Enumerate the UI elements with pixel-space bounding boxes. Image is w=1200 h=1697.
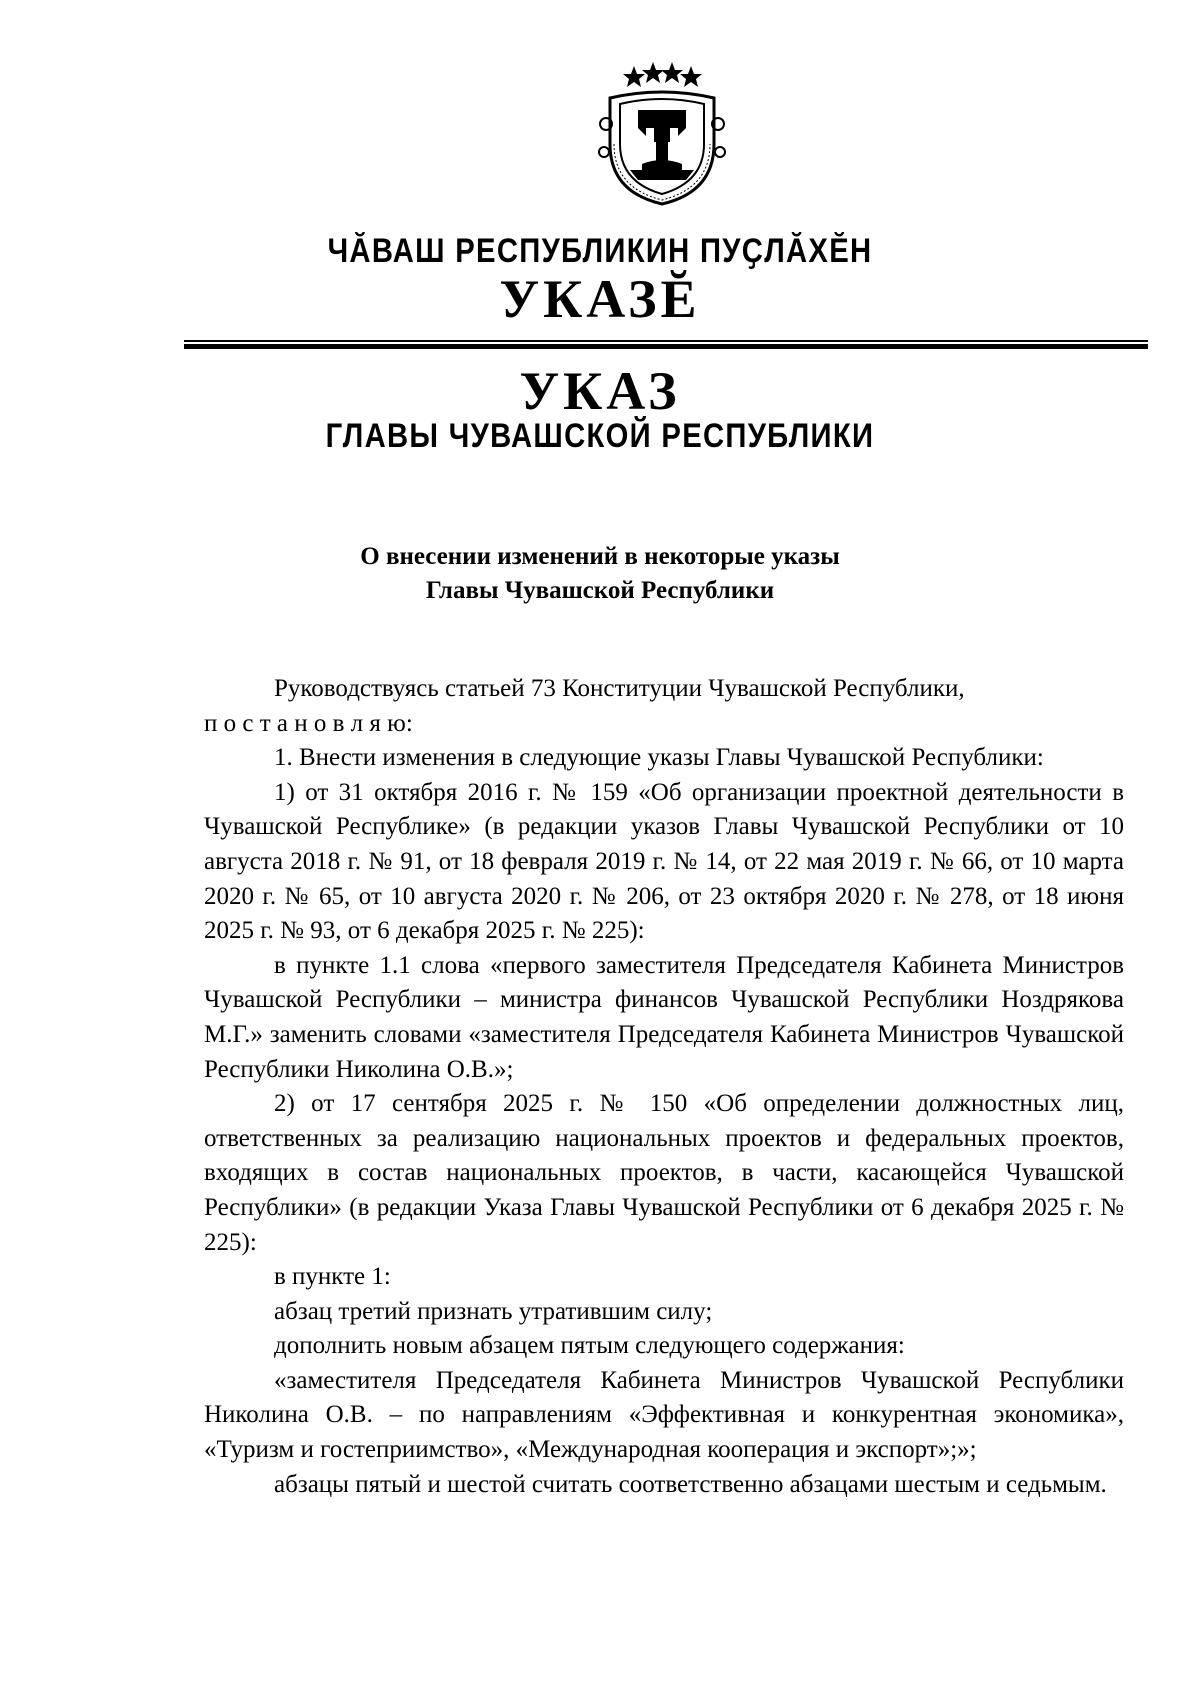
body-intro: Руководствуясь статьей 73 Конституции Чувашской Республики,: [274, 675, 965, 702]
body-paragraph-8: «заместителя Председателя Кабинета Министров Чувашской Республики Николина О.В. – по направлениям «Эффективная и конкурентная экономика», «Туризм и гостеприимство», «Международная кооперация и экспорт»;»;: [204, 1366, 1124, 1464]
header-chuvash-line2: УКАЗĔ: [499, 269, 701, 329]
document-title: [0, 540, 1200, 608]
header-divider-thick: [184, 344, 1148, 349]
body-resolve: п о с т а н о в л я ю:: [204, 709, 413, 737]
coat-of-arms-icon: [590, 52, 734, 208]
body-paragraph-2: 1) от 31 октября 2016 г. № 159 «Об организации проектной деятельности в Чувашской Республике» (в редакции указов Главы Чувашской Республики от 10 августа 2018 г. № 91, от 18 февраля 2019 г. № 14, от 22 мая 2019 г. № 66, от 10 марта 2020 г. № 65, от 10 августа 2020 г. № 206, от 23 октября 2020 г. № 278, от 18 июня 2025 г. № 93, от 6 декабря 2025 г. № 225):: [204, 778, 1124, 945]
body-paragraph-3: в пункте 1.1 слова «первого заместителя Председателя Кабинета Министров Чувашской Республики – министра финансов Чувашской Республики Ноздрякова М.Г.» заменить словами «заместителя Председателя Кабинета Министров Чувашской Республики Николина О.В.»;: [204, 951, 1124, 1083]
document-title-line1: О внесении изменений в некоторые указы: [360, 543, 840, 570]
body-paragraph-4: 2) от 17 сентября 2025 г. № 150 «Об определении должностных лиц, ответственных за реализацию национальных проектов и федеральных проектов, входящих в состав национальных проектов, в части, касающейся Чувашской Республики» (в редакции Указа Главы Чувашской Республики от 6 декабря 2025 г. № 225):: [204, 1090, 1124, 1256]
body-paragraph-9: абзацы пятый и шестой считать соответственно абзацами шестым и седьмым.: [274, 1470, 1107, 1498]
header-russian-line1: УКАЗ: [519, 361, 681, 421]
body-paragraph-6: абзац третий признать утратившим силу;: [274, 1297, 713, 1325]
body-paragraph-1: 1. Внести изменения в следующие указы Главы Чувашской Республики:: [274, 744, 1044, 772]
document-body: [204, 672, 1124, 1502]
header-russian-line2: ГЛАВЫ ЧУВАШСКОЙ РЕСПУБЛИКИ: [325, 417, 875, 455]
body-paragraph-5: в пункте 1:: [274, 1263, 391, 1291]
header-chuvash-line1: ЧĂВАШ РЕСПУБЛИКИН ПУҪЛĂХĔН: [327, 232, 873, 270]
header-divider-thin: [184, 340, 1148, 342]
document-title-line2: Главы Чувашской Республики: [425, 577, 775, 604]
body-paragraph-7: дополнить новым абзацем пятым следующего содержания:: [274, 1332, 905, 1360]
